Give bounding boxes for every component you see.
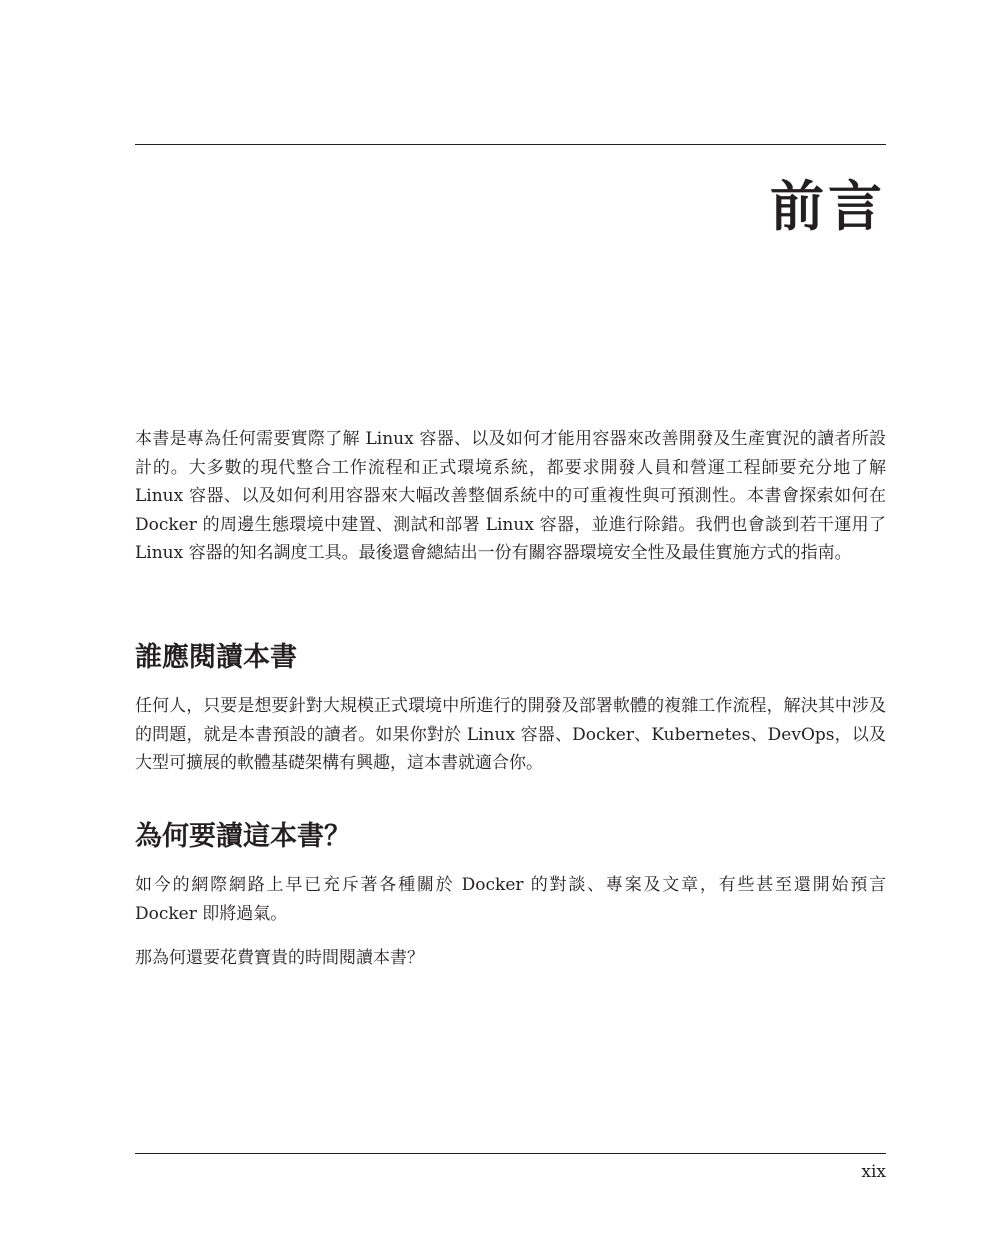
top-rule xyxy=(135,144,886,145)
section-paragraph-why-read-2: 那為何還要花費寶貴的時間閱讀本書？ xyxy=(135,948,424,968)
intro-paragraph: 本書是專為任何需要實際了解 Linux 容器、以及如何才能用容器來改善開發及生產實況的讀者所設計的。大多數的現代整合工作流程和正式環境系統，都要求開發人員和營運工程師要充分地了解 Linux 容器、以及如何利用容器來大幅改善整個系統中的可重複性與可預測性。本書會探索如何在 Docker 的周邊生態環境中建置、測試和部署 Linux 容器，並進行除錯。我們也會談到若干運用了 Linux 容器的知名調度工具。最後還會總結出一份有關容器環境安全性及最佳實施方式的指南。 xyxy=(135,429,886,564)
chapter-title: 前言 xyxy=(770,175,886,238)
bottom-rule xyxy=(135,1153,886,1154)
section-heading-who-should-read: 誰應閱讀本書 xyxy=(135,642,297,673)
section-heading-why-read: 為何要讀這本書？ xyxy=(135,821,351,852)
section-paragraph-who-should-read: 任何人，只要是想要針對大規模正式環境中所進行的開發及部署軟體的複雜工作流程，解決其中涉及的問題，就是本書預設的讀者。如果你對於 Linux 容器、Docker、Kubernetes、DevOps，以及大型可擴展的軟體基礎架構有興趣，這本書就適合你。 xyxy=(135,696,886,774)
section-paragraph-why-read-1: 如今的網際網路上早已充斥著各種關於 Docker 的對談、專案及文章，有些甚至還開始預言 Docker 即將過氣。 xyxy=(135,875,886,924)
page-number: xix xyxy=(861,1162,886,1182)
